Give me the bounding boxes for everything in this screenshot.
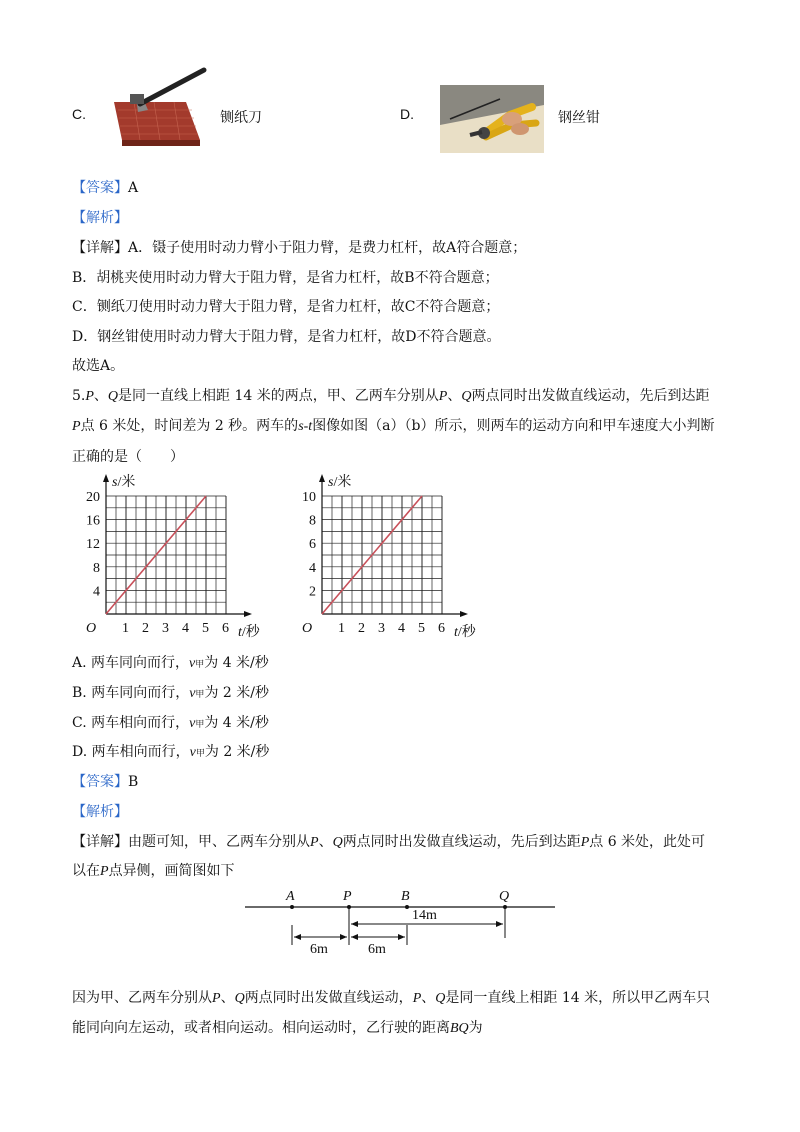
q5-explain-line-1 (72, 987, 710, 1007)
stem-text: 两点同时出发做直线运动，先后到达距 (471, 388, 710, 404)
option-letter: B. (72, 685, 87, 701)
label-6m-ap: 6m (310, 942, 328, 957)
stem-text: 图像如图（a）（b）所示，则两车的运动方向和甲车速度大小判断 (312, 418, 715, 434)
x-tick-label: 4 (398, 621, 405, 636)
label-p: P (343, 889, 352, 904)
v-subscript: 甲 (195, 749, 205, 759)
answer-tag: 【答案】 (72, 180, 128, 196)
detail-text: 点异侧，画简图如下 (108, 863, 235, 879)
v-subscript: 甲 (195, 660, 205, 670)
q4-detail-line-1 (72, 237, 526, 257)
v-subscript: 甲 (195, 720, 205, 730)
option-text: 两车同向而行， (91, 655, 190, 671)
x-axis-arrow (244, 611, 252, 617)
option-text: 两车相向而行， (91, 715, 190, 731)
label-a: A (286, 889, 295, 904)
option-text: 两车相向而行， (91, 744, 190, 760)
q5-option-d (72, 741, 269, 761)
chart-b (296, 470, 496, 640)
x-axis-unit: /秒 (457, 625, 476, 640)
v-symbol: v (189, 656, 196, 671)
paper-cutter-image (108, 64, 208, 150)
y-axis-var: s (112, 475, 118, 490)
y-axis-unit: /米 (333, 475, 352, 490)
q5-option-b (72, 682, 269, 702)
y-axis-arrow (319, 474, 325, 482)
y-tick-label: 4 (309, 560, 316, 576)
detail-tag: 【详解】 (72, 834, 128, 850)
q4-detail-line-4: D．钢丝钳使用时动力臂大于阻力臂，是省力杠杆，故D不符合题意。 (72, 329, 501, 345)
stem-text: 点 6 米处，时间差为 2 秒。两车的 (80, 418, 299, 434)
point-q: Q (461, 389, 472, 404)
st-label: s-t (298, 419, 313, 434)
x-tick-label: 1 (122, 621, 129, 636)
question-number: 5. (72, 388, 86, 404)
sep: 、 (447, 388, 462, 404)
detail-text: 以在 (72, 863, 100, 879)
x-tick-label: 3 (378, 621, 385, 636)
option-text: 两车同向而行， (91, 685, 190, 701)
v-symbol: v (189, 716, 196, 731)
x-tick-label: 1 (338, 621, 345, 636)
option-letter: D. (72, 744, 88, 760)
detail-text: A．镊子使用时动力臂小于阻力臂，是费力杠杆，故A符合题意； (128, 240, 527, 256)
x-axis-var: t (454, 625, 458, 640)
sep: 、 (220, 990, 235, 1006)
detail-text: 点 6 米处，此处可 (589, 834, 706, 850)
point-q: Q (234, 991, 245, 1006)
y-tick-label: 12 (86, 537, 100, 553)
option-d-name: 钢丝钳 (558, 110, 600, 126)
q5-option-c (72, 712, 269, 732)
detail-tag: 【详解】 (72, 240, 128, 256)
q4-conclusion: 故选A。 (72, 358, 125, 374)
point-q: Q (332, 835, 343, 850)
wire-pliers-image (440, 85, 544, 153)
origin-label: O (302, 621, 313, 636)
answer-value: B (128, 774, 139, 790)
answer-value: A (128, 180, 139, 196)
sep: 、 (318, 834, 333, 850)
y-axis-label (328, 473, 351, 490)
explain-text: 是同一直线上相距 14 米，所以甲乙两车只 (445, 990, 711, 1006)
x-tick-label: 5 (202, 621, 209, 636)
detail-text: 两点同时出发做直线运动，先后到达距 (342, 834, 581, 850)
x-tick-label: 2 (142, 621, 149, 636)
answer-tag: 【答案】 (72, 774, 128, 790)
x-axis-var: t (238, 625, 242, 640)
point-p: P (72, 419, 81, 434)
y-tick-label: 16 (86, 513, 100, 529)
origin-label: O (86, 621, 97, 636)
q5-detail-line-2 (72, 860, 235, 880)
q4-answer (72, 177, 138, 197)
label-6m-pb: 6m (368, 942, 386, 957)
v-subscript: 甲 (195, 690, 205, 700)
x-tick-label: 2 (358, 621, 365, 636)
sep: 、 (93, 388, 108, 404)
label-q: Q (499, 889, 510, 904)
point-p: P (412, 991, 422, 1006)
explain-text: 因为甲、乙两车分别从 (72, 990, 212, 1006)
y-tick-label: 8 (93, 560, 100, 576)
v-symbol: v (189, 686, 196, 701)
v-symbol: v (189, 745, 196, 760)
explain-text: 为 (468, 1020, 483, 1036)
y-tick-label: 20 (86, 490, 100, 505)
point-p: P (85, 389, 94, 404)
q5-analysis-tag: 【解析】 (72, 804, 128, 820)
label-14m: 14m (412, 908, 437, 923)
y-tick-label: 6 (309, 537, 316, 553)
option-d-letter: D. (400, 106, 414, 122)
x-tick-label: 3 (162, 621, 169, 636)
label-b: B (401, 889, 410, 904)
y-axis-var: s (328, 475, 334, 490)
x-axis-label (454, 623, 477, 640)
option-c-letter: C. (72, 106, 86, 122)
x-tick-label: 6 (438, 621, 445, 636)
q4-detail-line-3: C．铡纸刀使用时动力臂大于阻力臂，是省力杠杆，故C不符合题意； (72, 299, 500, 315)
sep: 、 (421, 990, 436, 1006)
q5-stem-line-1 (72, 385, 709, 405)
y-tick-label: 2 (309, 584, 316, 600)
y-tick-label: 8 (309, 513, 316, 529)
stem-text: 是同一直线上相距 14 米的两点，甲、乙两车分别从 (118, 388, 439, 404)
option-tail: 为 4 米/秒 (204, 655, 269, 671)
y-axis-arrow (103, 474, 109, 482)
x-tick-label: 5 (418, 621, 425, 636)
point-p: P (100, 864, 109, 879)
option-tail: 为 2 米/秒 (204, 685, 269, 701)
x-axis-arrow (460, 611, 468, 617)
point-a-dot (290, 905, 294, 909)
q5-option-a (72, 652, 269, 672)
y-tick-label: 4 (93, 584, 100, 600)
y-tick-label: 10 (302, 490, 316, 505)
option-letter: C. (72, 715, 87, 731)
q5-answer (72, 771, 138, 791)
option-tail: 为 2 米/秒 (204, 744, 270, 760)
position-diagram (240, 880, 560, 960)
x-tick-label: 4 (182, 621, 189, 636)
point-q: Q (435, 991, 446, 1006)
explain-text: 两点同时出发做直线运动， (244, 990, 413, 1006)
point-p: P (212, 991, 221, 1006)
x-axis-unit: /秒 (241, 625, 260, 640)
x-axis-label (238, 623, 261, 640)
point-p: P (580, 835, 590, 850)
point-p: P (310, 835, 319, 850)
point-b-dot (405, 905, 409, 909)
detail-text: 由题可知，甲、乙两车分别从 (128, 834, 310, 850)
q5-stem-line-2 (72, 415, 715, 435)
option-c-name: 铡纸刀 (220, 110, 262, 126)
q5-detail-line-1 (72, 831, 705, 851)
q5-stem-line-3: 正确的是（ ） (72, 449, 184, 465)
y-axis-unit: /米 (117, 475, 136, 490)
option-letter: A. (72, 655, 87, 671)
segment-bq: BQ (450, 1021, 469, 1036)
y-axis-label (112, 473, 135, 490)
option-tail: 为 4 米/秒 (204, 715, 269, 731)
chart-a (80, 470, 280, 640)
q4-analysis-tag: 【解析】 (72, 210, 128, 226)
q4-detail-line-2: B．胡桃夹使用时动力臂大于阻力臂，是省力杠杆，故B不符合题意； (72, 270, 499, 286)
x-tick-label: 6 (222, 621, 229, 636)
q5-explain-line-2 (72, 1017, 483, 1037)
point-p: P (438, 389, 448, 404)
point-q: Q (107, 389, 119, 404)
explain-text: 能同向向左运动，或者相向运动。相向运动时，乙行驶的距离 (72, 1020, 450, 1036)
